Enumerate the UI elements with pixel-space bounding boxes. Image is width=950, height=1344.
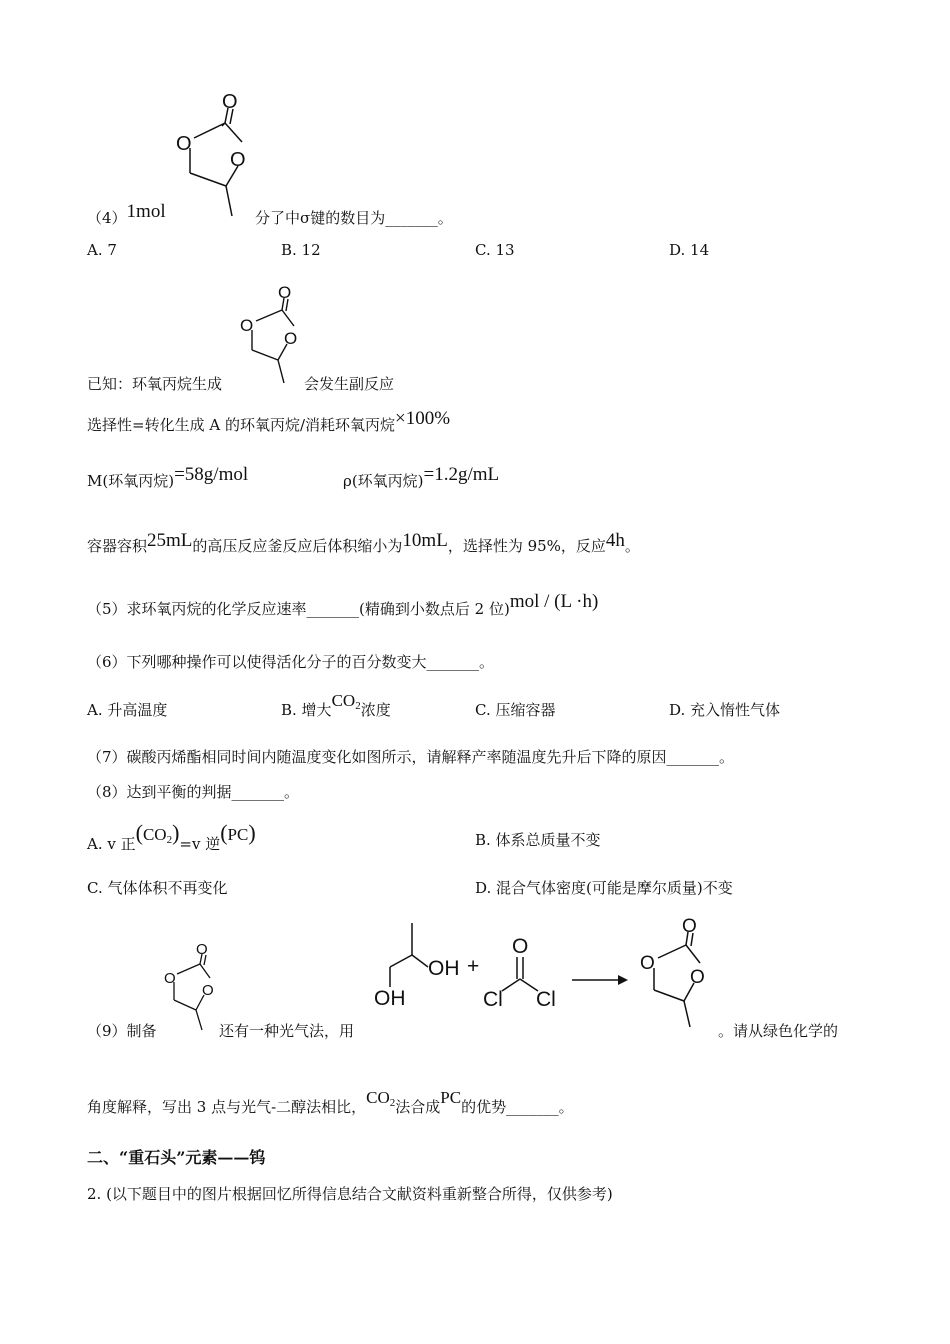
co-subscript: 2 xyxy=(166,834,173,846)
hydroxyl-label: OH xyxy=(428,957,460,980)
oxygen-label: O xyxy=(278,283,292,302)
phosgene-structure xyxy=(480,935,570,1010)
q7-text: （7）碳酸丙烯酯相同时间内随温度变化如图所示，请解释产率随温度先升后下降的原因_______。 xyxy=(87,748,735,766)
co-formula: CO xyxy=(142,825,167,844)
section-2-title: 二、“重石头”元素——钨 xyxy=(87,1148,266,1167)
q6-option-c: C. 压缩容器 xyxy=(475,701,556,719)
container-text-b: 的高压反应釜反应后体积缩小为 xyxy=(192,537,403,555)
q6-option-d: D. 充入惰性气体 xyxy=(669,701,781,719)
reaction-time: 4h xyxy=(605,530,625,551)
q6-option-b-post: 浓度 xyxy=(360,701,391,719)
known-line1-a: 已知：环氧丙烷生成 xyxy=(87,375,223,393)
oxygen-label: O xyxy=(222,91,238,113)
pc-formula: PC xyxy=(227,825,249,844)
container-volume-after: 10mL xyxy=(402,530,448,551)
q6-option-b xyxy=(281,691,391,721)
propylene-carbonate-product xyxy=(636,915,711,1035)
q6-text: （6）下列哪种操作可以使得活化分子的百分数变大_______。 xyxy=(87,653,495,671)
selectivity-math: ×100% xyxy=(395,408,451,429)
molar-mass-value: =58g/mol xyxy=(174,464,249,485)
q4-option-b: B. 12 xyxy=(281,241,321,259)
oxygen-label: O xyxy=(164,970,176,987)
q2-text: 2. (以下题目中的图片根据回忆所得信息结合文献资料重新整合所得，仅供参考) xyxy=(87,1185,613,1203)
q9-prefix: （9）制备 xyxy=(87,1022,157,1040)
co-subscript: 2 xyxy=(389,1097,396,1109)
q5-text: （5）求环氧丙烷的化学反应速率_______(精确到小数点后 2 位) xyxy=(87,600,510,618)
density-value: =1.2g/mL xyxy=(423,464,500,485)
q8-option-a: A. v 正$(CO_2)=v$ 逆(PC) xyxy=(87,820,256,853)
propylene-carbonate-structure-3 xyxy=(160,940,220,1035)
container-text-c: ，选择性为 95%，反应 xyxy=(447,537,606,555)
oxygen-label: O xyxy=(682,916,697,937)
q8-option-c: C. 气体体积不再变化 xyxy=(87,879,228,897)
q8-option-b: B. 体系总质量不变 xyxy=(475,831,601,849)
oxygen-label: O xyxy=(202,982,214,999)
q4-option-d: D. 14 xyxy=(669,241,710,259)
hydroxyl-label: OH xyxy=(374,987,406,1010)
propylene-glycol-structure xyxy=(370,915,490,1010)
q6-option-b-pre: B. 增大 xyxy=(281,701,332,719)
q8-option-a-mid: =v 逆 xyxy=(179,835,221,853)
oxygen-label: O xyxy=(176,133,192,155)
q5-unit: mol / (L ·h) xyxy=(509,591,599,612)
plus-sign: + xyxy=(467,955,480,978)
container-volume: 25mL xyxy=(147,530,193,551)
chlorine-label: Cl xyxy=(536,988,556,1011)
molar-mass-label: M(环氧丙烷) xyxy=(87,472,175,490)
oxygen-label: O xyxy=(196,941,208,958)
q9-mid: 还有一种光气法，用 xyxy=(219,1022,355,1040)
chlorine-label: Cl xyxy=(483,988,503,1011)
q9-line2-c: 的优势_______。 xyxy=(461,1098,574,1116)
oxygen-label: O xyxy=(640,953,655,974)
propylene-carbonate-structure-1 xyxy=(170,88,270,223)
reaction-arrow xyxy=(570,970,630,990)
q8-option-d: D. 混合气体密度(可能是摩尔质量)不变 xyxy=(475,879,733,897)
oxygen-label: O xyxy=(690,967,705,988)
pc-formula: PC xyxy=(440,1088,462,1107)
oxygen-label: O xyxy=(230,149,246,171)
q4-option-a: A. 7 xyxy=(87,241,117,259)
q9-suffix: 。请从绿色化学的 xyxy=(718,1022,839,1040)
selectivity-text: 选择性=转化生成 A 的环氧丙烷/消耗环氧丙烷 xyxy=(87,416,395,434)
co-formula: CO xyxy=(331,691,356,710)
q9-line2-b: 法合成 xyxy=(395,1098,441,1116)
q4-amount: 1mol xyxy=(126,201,166,222)
q8-text: （8）达到平衡的判据_______。 xyxy=(87,783,300,801)
co-subscript: 2 xyxy=(355,700,361,712)
oxygen-label: O xyxy=(240,316,254,335)
q4-prefix: （4） xyxy=(87,209,127,227)
oxygen-label: O xyxy=(284,329,298,348)
q6-option-a: A. 升高温度 xyxy=(87,701,168,719)
co-formula: CO xyxy=(366,1088,390,1107)
q4-text: 分了中σ键的数目为_______。 xyxy=(255,209,453,227)
q8-option-a-pre: A. v 正 xyxy=(87,835,136,853)
container-text-d: 。 xyxy=(624,537,640,555)
q4-option-c: C. 13 xyxy=(475,241,515,259)
container-text-a: 容器容积 xyxy=(87,537,148,555)
known-line1-b: 会发生副反应 xyxy=(304,375,395,393)
density-label: ρ(环氧丙烷) xyxy=(343,472,424,490)
q9-line2-a: 角度解释，写出 3 点与光气-二醇法相比， xyxy=(87,1098,367,1116)
propylene-carbonate-structure-2 xyxy=(236,282,306,387)
oxygen-label: O xyxy=(512,935,529,958)
